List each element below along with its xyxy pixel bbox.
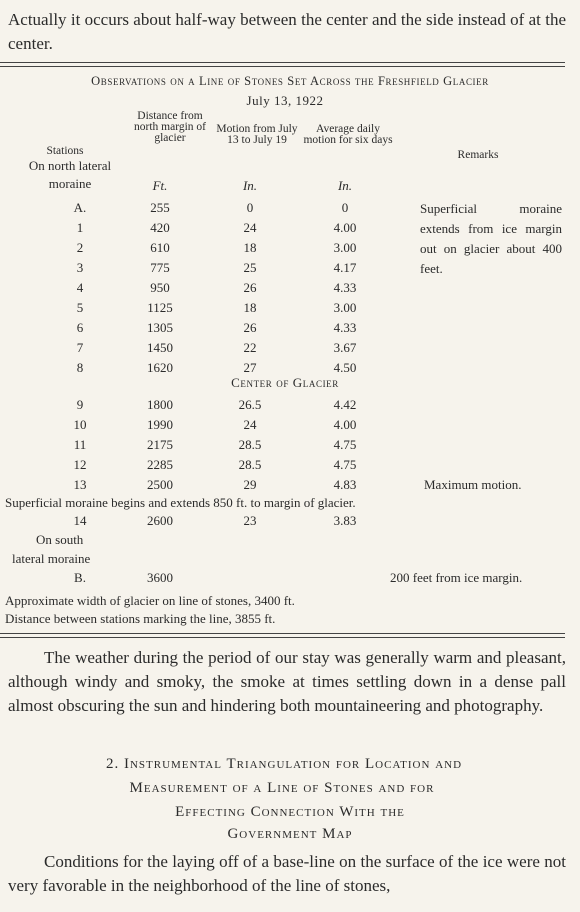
table-title: Observations on a Line of Stones Set Across the Freshfield Glacier bbox=[91, 74, 489, 88]
distance-cell: 1305 bbox=[147, 320, 173, 335]
motion-cell: 18 bbox=[243, 240, 257, 255]
average-cell: 4.42 bbox=[333, 397, 357, 412]
station-cell: 13 bbox=[73, 477, 87, 492]
unit-average: In. bbox=[337, 178, 353, 193]
station-cell: 12 bbox=[73, 457, 87, 472]
header-stations: Stations bbox=[46, 145, 84, 157]
average-cell: 4.00 bbox=[333, 220, 357, 235]
distance-cell: 1620 bbox=[147, 360, 173, 375]
distance-cell: 3600 bbox=[147, 570, 173, 585]
section-title-line-2: Measurement of a Line of Stones and for bbox=[129, 780, 435, 796]
distance-cell: 2600 bbox=[147, 513, 173, 528]
motion-cell: 24 bbox=[243, 417, 257, 432]
motion-cell: 26 bbox=[243, 320, 257, 335]
station-cell: 10 bbox=[73, 417, 87, 432]
moraine-note: Superficial moraine begins and extends 850 ft. to margin of glacier. bbox=[5, 495, 356, 510]
motion-cell: 28.5 bbox=[238, 457, 262, 472]
average-cell: 3.00 bbox=[333, 300, 357, 315]
south-moraine-label: On south bbox=[36, 532, 84, 547]
average-cell: 4.50 bbox=[333, 360, 357, 375]
motion-cell: 26.5 bbox=[238, 397, 262, 412]
top-paragraph: Actually it occurs about half-way between the center and the side instead of at the center. bbox=[8, 10, 566, 53]
footnote-distance: Distance between stations marking the line, 3855 ft. bbox=[5, 611, 276, 626]
station-cell: 6 bbox=[76, 320, 84, 335]
table-top-rule bbox=[0, 62, 565, 63]
station-cell: 2 bbox=[76, 240, 84, 255]
average-cell: 4.33 bbox=[333, 280, 357, 295]
average-cell: 4.33 bbox=[333, 320, 357, 335]
station-cell: 14 bbox=[73, 513, 87, 528]
header-distance: Distance from north margin of glacier bbox=[134, 110, 206, 144]
station-cell: 8 bbox=[76, 360, 84, 375]
remark-maximum-motion: Maximum motion. bbox=[424, 477, 522, 492]
conditions-paragraph: Conditions for the laying off of a base-line on the surface of the ice were not very favorable in the neighborhood of the line of stones, bbox=[8, 852, 566, 895]
average-cell: 3.67 bbox=[333, 340, 357, 355]
station-cell: 9 bbox=[76, 397, 84, 412]
distance-cell: 1125 bbox=[147, 300, 173, 315]
header-motion: Motion from July 13 to July 19 bbox=[216, 123, 298, 146]
south-moraine-label-2: lateral moraine bbox=[12, 551, 91, 566]
distance-cell: 420 bbox=[150, 220, 170, 235]
section-title-line-1: 2. Instrumental Triangulation for Location and bbox=[105, 756, 463, 772]
section-title-line-3: Effecting Connection With the bbox=[175, 804, 405, 820]
distance-cell: 775 bbox=[150, 260, 170, 275]
motion-cell: 24 bbox=[243, 220, 257, 235]
average-cell: 4.00 bbox=[333, 417, 357, 432]
north-moraine-label: On north lateral moraine bbox=[28, 158, 112, 191]
remark-ice-margin: 200 feet from ice margin. bbox=[390, 570, 523, 585]
distance-cell: 2285 bbox=[147, 457, 173, 472]
table-bottom-rule-2 bbox=[0, 637, 565, 638]
station-cell: 3 bbox=[76, 260, 84, 275]
header-average: Average daily motion for six days bbox=[303, 123, 393, 146]
distance-cell: 255 bbox=[150, 200, 170, 215]
average-cell: 4.83 bbox=[333, 477, 357, 492]
motion-cell: 29 bbox=[243, 477, 257, 492]
motion-cell: 0 bbox=[246, 200, 254, 215]
unit-motion: In. bbox=[242, 178, 258, 193]
station-cell: 4 bbox=[76, 280, 84, 295]
center-of-glacier-label: Center of Glacier bbox=[231, 375, 339, 390]
motion-cell: 28.5 bbox=[238, 437, 262, 452]
table-top-rule-2 bbox=[0, 66, 565, 67]
average-cell: 4.75 bbox=[333, 457, 357, 472]
distance-cell: 1450 bbox=[147, 340, 173, 355]
station-cell: B. bbox=[74, 570, 86, 585]
distance-cell: 1800 bbox=[147, 397, 173, 412]
motion-cell: 27 bbox=[243, 360, 257, 375]
distance-cell: 1990 bbox=[147, 417, 173, 432]
motion-cell: 23 bbox=[243, 513, 257, 528]
footnote-width: Approximate width of glacier on line of stones, 3400 ft. bbox=[5, 593, 295, 608]
table-bottom-rule bbox=[0, 633, 565, 634]
station-cell: 5 bbox=[76, 300, 84, 315]
distance-cell: 2175 bbox=[147, 437, 173, 452]
average-cell: 4.17 bbox=[333, 260, 357, 275]
weather-paragraph: The weather during the period of our stay was generally warm and pleasant, although windy and smoky, the smoke at times settling down in a dense pall almost obscuring the sun and hindering both mountaineering and photography. bbox=[8, 648, 566, 715]
station-cell: 1 bbox=[76, 220, 84, 235]
station-cell: A. bbox=[73, 200, 87, 215]
section-title-line-4: Government Map bbox=[227, 826, 353, 842]
station-cell: 7 bbox=[76, 340, 84, 355]
distance-cell: 610 bbox=[150, 240, 170, 255]
motion-cell: 22 bbox=[243, 340, 257, 355]
motion-cell: 26 bbox=[243, 280, 257, 295]
station-cell: 11 bbox=[73, 437, 87, 452]
header-remarks: Remarks bbox=[457, 149, 499, 161]
table-date: July 13, 1922 bbox=[246, 93, 324, 108]
remark-superficial-moraine: Superficial moraine extends from ice margin out on glacier about 400 feet. bbox=[420, 201, 562, 276]
unit-distance: Ft. bbox=[152, 178, 168, 193]
motion-cell: 25 bbox=[243, 260, 257, 275]
average-cell: 4.75 bbox=[333, 437, 357, 452]
distance-cell: 2500 bbox=[147, 477, 173, 492]
average-cell: 0 bbox=[341, 200, 349, 215]
motion-cell: 18 bbox=[243, 300, 257, 315]
average-cell: 3.00 bbox=[333, 240, 357, 255]
average-cell: 3.83 bbox=[333, 513, 357, 528]
distance-cell: 950 bbox=[150, 280, 170, 295]
